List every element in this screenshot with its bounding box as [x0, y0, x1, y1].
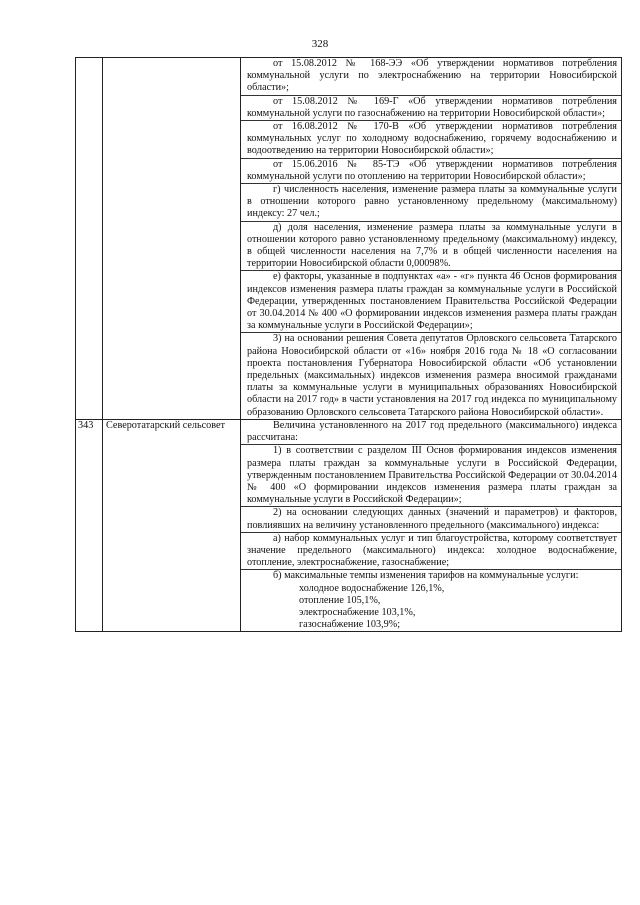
paragraph: 2) на основании следующих данных (значений и параметров) и факторов, повлиявших на величину установленного предельного (максимального) индекса:: [241, 507, 621, 532]
municipality-name: Северотатарский сельсовет: [103, 419, 241, 631]
paragraph: от 16.08.2012 № 170-В «Об утверждении нормативов потребления коммунальных услуг по холодному водоснабжению, горячему водоснабжению и водоотведению на территории Новосибирской области»;: [241, 121, 621, 159]
paragraph: б) максимальные темпы изменения тарифов на коммунальные услуги:: [273, 570, 579, 582]
document-table: [75, 57, 622, 632]
paragraph: от 15.06.2016 № 85-ТЭ «Об утверждении нормативов потребления коммунальной услуги по отоплению на территории Новосибирской области»;: [241, 159, 621, 184]
paragraph: от 15.08.2012 № 168-ЭЭ «Об утверждении нормативов потребления коммунальной услуги по электроснабжению на территории Новосибирской области»;: [241, 58, 621, 96]
tariff-list: [241, 583, 621, 632]
table-row: [76, 419, 622, 631]
paragraph: д) доля населения, изменение размера платы за коммунальные услуги в отношении которого равно установленному предельному (максимальному) индексу, в общей численности населения на 7,7% и в общей численности населения на территории Новосибирской области 0,00098%.: [241, 222, 621, 272]
page-number: 328: [311, 38, 329, 50]
list-item: электроснабжение 103,1%,: [299, 606, 416, 618]
municipality-name: [103, 58, 241, 420]
paragraph: 3) на основании решения Совета депутатов Орловского сельсовета Татарского района Новосибирской области от «16» ноября 2016 года № 18 «О согласовании проекта постановления Губернатора Новосибирской области «Об установлении предельных (максимальных) индексов изменения размера вносимой гражданами платы за коммунальные услуги в муниципальных образованиях Новосибирской области на 2017 год» в части установления на 2017 год индекса по муниципальному образованию Орловского сельсовета Татарского района Новосибирской области».: [247, 333, 617, 418]
row-number: [76, 58, 103, 420]
paragraph: а) набор коммунальных услуг и тип благоустройства, которому соответствует значение предельного (максимального) индекса: холодное водоснабжение, отопление, электроснабжение, газоснабжение;: [241, 533, 621, 571]
row-text: [241, 58, 622, 420]
row-text: [241, 419, 622, 631]
paragraph: Величина установленного на 2017 год предельного (максимального) индекса рассчитана:: [241, 420, 621, 445]
list-item: газоснабжение 103,9%;: [299, 619, 401, 631]
row-number: 343: [76, 419, 103, 631]
paragraph: е) факторы, указанные в подпунктах «а» - «г» пункта 46 Основ формирования индексов изменения размера платы граждан за коммунальные услуги в Российской Федерации, утвержденных постановлением Правительства Российской Федерации от 30.04.2014 № 400 «О формировании индексов изменения размера платы граждан за коммунальные услуги в Российской Федерации»;: [241, 271, 621, 333]
paragraph: от 15.08.2012 № 169-Г «Об утверждении нормативов потребления коммунальной услуги по газоснабжению на территории Новосибирской области»;: [241, 96, 621, 121]
list-item: отопление 105,1%,: [299, 594, 381, 606]
table-row: [76, 58, 622, 420]
paragraph: 1) в соответствии с разделом III Основ формирования индексов изменения размера платы граждан за коммунальные услуги в Российской Федерации, утвержденным постановлением Правительства Российской Федерации от 30.04.2014 № 400 «О формировании индексов изменения размера платы граждан за коммунальные услуги в Российской Федерации»;: [241, 445, 621, 507]
list-item: холодное водоснабжение 126,1%,: [299, 582, 445, 594]
paragraph: г) численность населения, изменение размера платы за коммунальные услуги в отношении которого равно установленному предельному (максимальному) индексу: 27 чел.;: [241, 184, 621, 222]
